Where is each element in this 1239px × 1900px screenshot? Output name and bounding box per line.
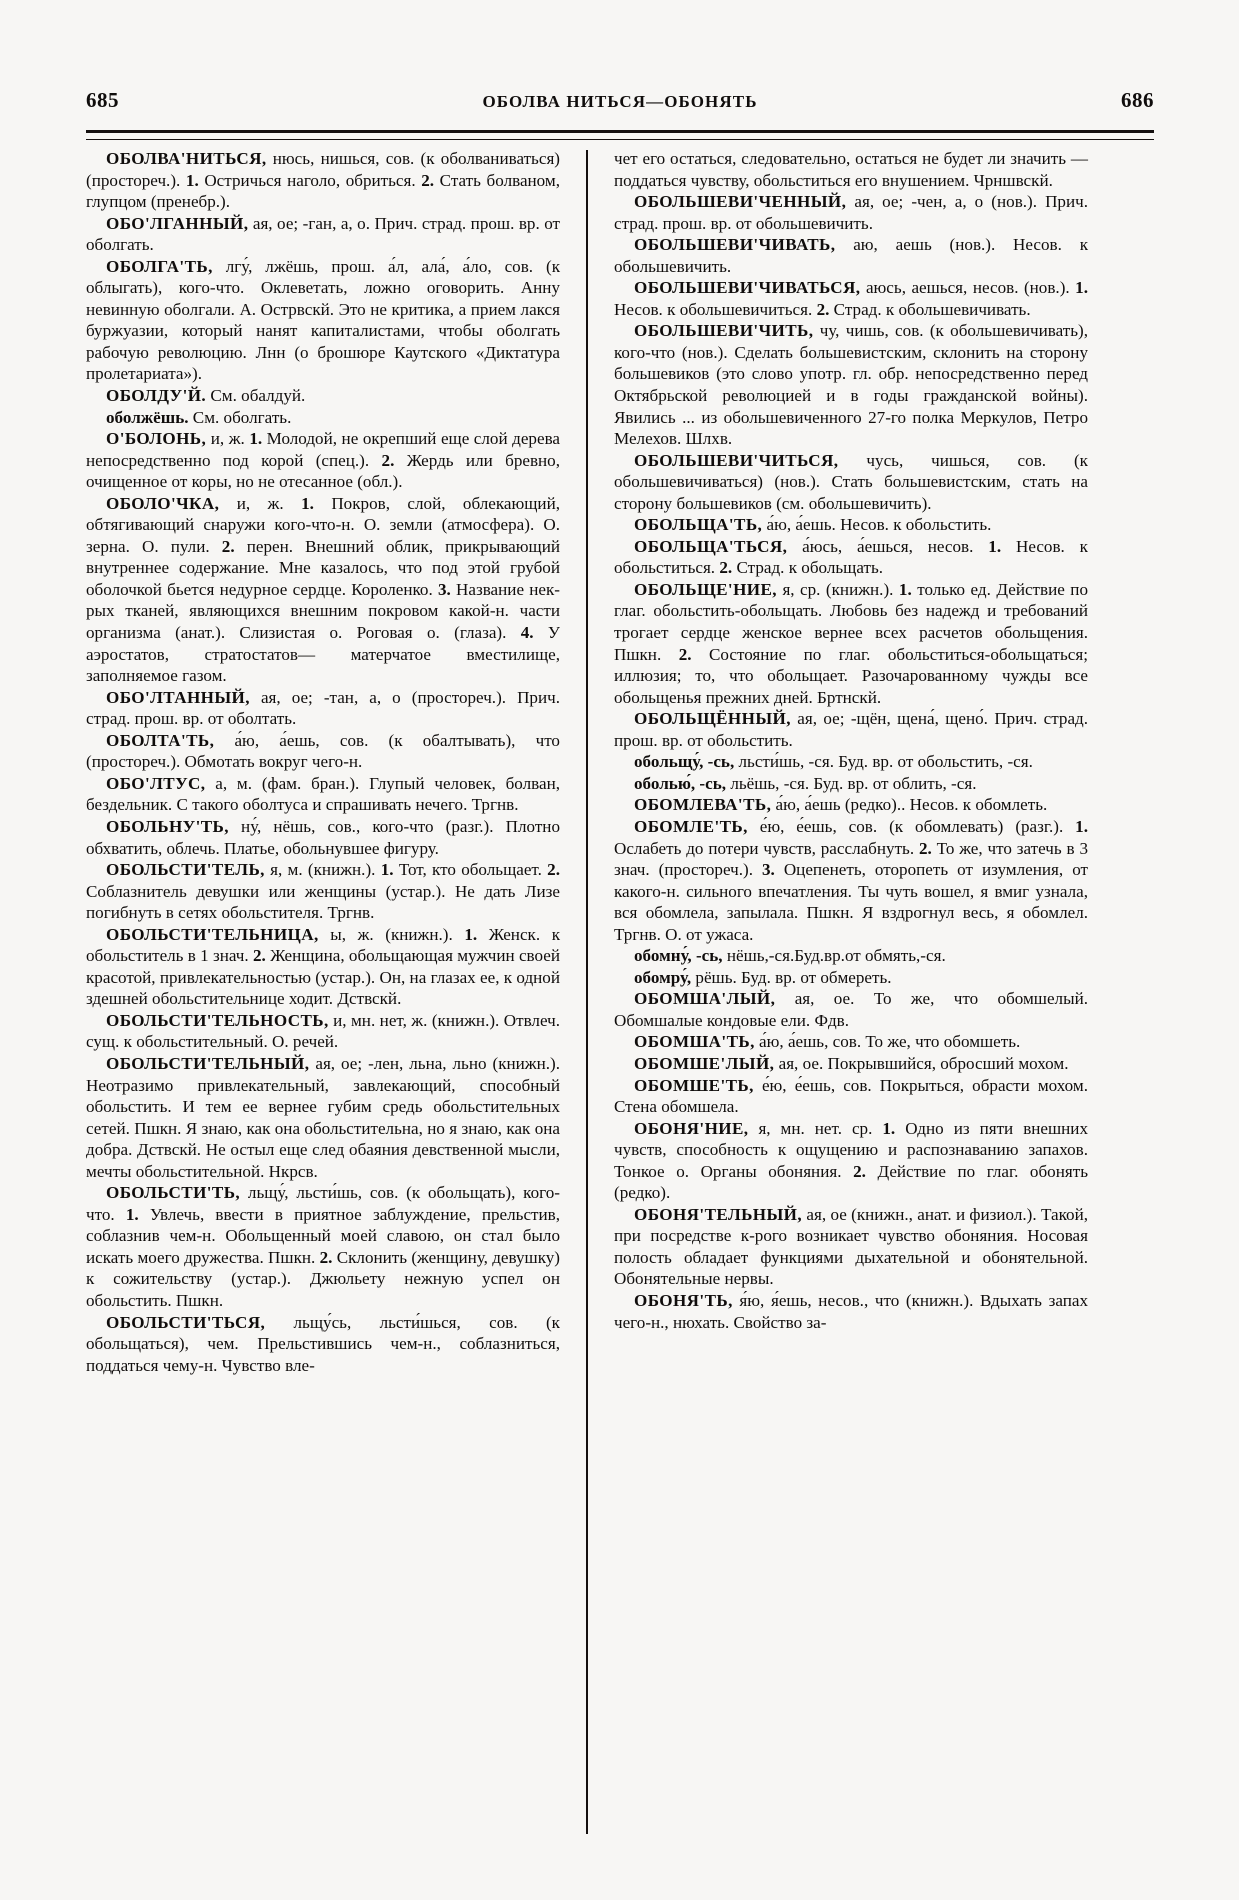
entry-headword: ОБОЛЬСТИ'ТЕЛЬ, (106, 860, 265, 880)
entry-headword: ОБОЛТА'ТЬ, (106, 730, 215, 750)
entry-definition: е́ю, е́ешь, сов. Покрыться, обрасти мохом. Стена обомшела. (614, 1075, 1088, 1117)
dictionary-entry (614, 514, 1088, 536)
dictionary-entry (614, 320, 1088, 449)
entry-definition: ы, ж. (книжн.). 1. Женск. к обольститель в 1 знач. 2. Женщина, обольщающая мужчин своей красотой, привлекательностью (устар.). Он, на глазах ее, к одной здешней обольстительнице ходит. Дствскй. (86, 924, 560, 1009)
entry-definition: нёшь,-ся.Буд.вр.от обмять,-ся. (726, 946, 946, 966)
entry-headword: ОБО'ЛГАННЫЙ, (106, 213, 249, 233)
dictionary-entry (614, 988, 1088, 1031)
entry-definition: е́ю, е́ешь, сов. (к обомлевать) (разг.). 1. Ослабеть до потери чувств, расслабнуть. 2. То же, что затечь в 3 знач. (простореч.). 3. Оцепенеть, оторопеть от изумления, от какого-н. сильного впечатления. Ты чуть вошел, я вмиг узнала, вся обомлела, запылала. Пшкн. Я вздрогнул весь, я обомлел. Тргнв. О. от ужаса. (614, 816, 1088, 944)
dictionary-entry (86, 924, 560, 1010)
entry-definition: ая, ое; -тан, а, о (простореч.). Прич. страд. прош. вр. от оболтать. (86, 687, 560, 729)
dictionary-entry (614, 1118, 1088, 1204)
entry-headword: ОБОМШЕ'ТЬ, (634, 1075, 754, 1095)
dictionary-entry (614, 1204, 1088, 1290)
dictionary-entry (614, 579, 1088, 708)
entry-headword: О'БОЛОНЬ, (106, 429, 207, 449)
dictionary-entry (614, 277, 1088, 320)
dictionary-entry (86, 407, 560, 429)
entry-headword: обомну́, -сь, (634, 946, 723, 966)
entry-definition: нюсь, нишься, сов. (к оболваниваться) (простореч.). 1. Остричься наголо, обриться. 2. Стать болваном, глупцом (пренебр.). (86, 149, 560, 212)
entry-definition: и, ж. 1. Покров, слой, облекающий, обтягивающий снаружи кого-что-н. О. земли (атмосфера). О. зерна. О. пули. 2. перен. Внешний облик, прикрывающий внутреннее содержание. Мне казалось, что под этой грубой оболочкой бьется недурное сердце. Короленко. 3. Название нек-рых тканей, являющихся внешним покровом какой-н. части организма (анат.). Слизистая о. Роговая о. (глаза). 4. У аэростатов, стратостатов— матерчатое вместилище, заполняемое газом. (86, 493, 561, 686)
entry-headword: ОБОЛЬШЕВИ'ЧИВАТЬ, (634, 235, 836, 255)
entry-definition: аюсь, аешься, несов. (нов.). 1. Несов. к обольшевичиться. 2. Страд. к обольшевичивать. (614, 278, 1088, 319)
entry-continuation (614, 148, 1088, 191)
folio-left: 685 (86, 88, 119, 112)
entry-definition: я́ю, я́ешь, несов., что (книжн.). Вдыхать запах чего-н., нюхать. Свойство за- (614, 1290, 1088, 1332)
entry-headword: ОБОЛЬСТИ'ТЕЛЬНЫЙ, (106, 1053, 310, 1073)
entry-definition: и, ж. 1. Молодой, не окрепший еще слой дерева непосредственно под корой (спец.). 2. Жердь или бревно, очищенное от коры, но не отесанное (обл.). (86, 429, 561, 492)
entry-definition: ая, ое (книжн., анат. и физиол.). Такой, при посредстве к-рого возникает чувство обоняния. Носовая полость обладает функциями дыхательной и обонятельной. Обонятельные нервы. (614, 1204, 1088, 1289)
entry-definition: а́ю, а́ешь, сов. То же, что обомшеть. (759, 1032, 1021, 1052)
entry-definition: и, мн. нет, ж. (книжн.). Отвлеч. сущ. к обольстительный. О. речей. (86, 1010, 560, 1052)
dictionary-entry (86, 1010, 560, 1053)
dictionary-entry (614, 1053, 1088, 1075)
entry-definition: лгу́, лжёшь, прош. а́л, ала́, а́ло, сов. (к облыгать), кого-что. Оклеветать, ложно оговорить. Анну невинную оболгали. А. Острвскй. Это не критика, а прием лакся буржуазии, который нанят капиталистами, чтобы оболгать рабочую революцию. Лнн (о брошюре Каутского «Диктатура пролетариата»). (86, 256, 560, 384)
entry-definition: льёшь, -ся. Буд. вр. от облить, -ся. (730, 773, 977, 793)
entry-headword: ОБОМЛЕВА'ТЬ, (634, 795, 772, 815)
entry-definition: я, м. (книжн.). 1. Тот, кто обольщает. 2. Соблазнитель девушки или женщины (устар.). Не дать Лизе погибнуть в сетях обольстителя. Тргнв. (86, 860, 560, 923)
entry-definition: ая, ое; -лен, льна, льно (книжн.). Неотразимо привлекательный, завлекающий, способный обольстить. И тем ее вернее губим средь обольстительных сетей. Пшкн. Я знаю, как она обольстительна, но я знаю, как она добра. Дствскй. Не остыл еще след обаяния девственной мысли, мечты обольстительной. Нкрсв. (86, 1053, 560, 1181)
dictionary-entry (86, 773, 560, 816)
dictionary-entry (614, 1075, 1088, 1118)
entry-headword: ОБОЛЬСТИ'ТЕЛЬНОСТЬ, (106, 1010, 329, 1030)
dictionary-entry (86, 385, 560, 407)
entry-headword: ОБОМЛЕ'ТЬ, (634, 816, 748, 836)
entry-definition: См. обалдуй. (210, 386, 306, 406)
entry-headword: ОБОЛЬЩЁННЫЙ, (634, 709, 791, 729)
running-title: ОБОЛВА НИТЬСЯ—ОБОНЯТЬ (482, 92, 758, 111)
text-columns (86, 148, 1154, 1838)
entry-definition: ая, ое; -ган, а, о. Прич. страд. прош. вр. от оболгать. (86, 213, 560, 255)
entry-headword: оболжёшь. (106, 407, 189, 427)
entry-headword: обольщу́, -сь, (634, 752, 735, 772)
entry-definition: ая, ое. То же, что обомшелый. Обомшалые кондовые ели. Фдв. (614, 989, 1088, 1030)
dictionary-entry (86, 859, 560, 924)
entry-definition: а́ю, а́ешь. Несов. к обольстить. (766, 515, 992, 535)
dictionary-entry (86, 730, 560, 773)
entry-headword: ОБОМША'ЛЫЙ, (634, 989, 776, 1009)
entry-definition: ну́, нёшь, сов., кого-что (разг.). Плотно обхватить, облечь. Платье, обольнувшее фигуру. (86, 816, 560, 858)
entry-headword: ОБОЛЬШЕВИ'ЧИВАТЬСЯ, (634, 278, 861, 298)
entry-headword: ОБОЛЬСТИ'ТЬСЯ, (106, 1312, 266, 1332)
entry-definition: льщу́, льсти́шь, сов. (к обольщать), кого-что. 1. Увлечь, ввести в приятное заблуждение, прельстив, соблазнив чем-н. Обольщенный моей славою, он стал было искать моего дружества. Пшкн. 2. Склонить (женщину, девушку) к сожительству (устар.). Джюльету нежную успел он обольстить. Пшкн. (86, 1183, 561, 1310)
dictionary-entry (86, 256, 560, 385)
entry-headword: ОБОЛВА'НИТЬСЯ, (106, 149, 267, 168)
dictionary-entry (614, 536, 1088, 579)
dictionary-entry (614, 1290, 1088, 1333)
dictionary-entry (86, 1182, 560, 1311)
entry-definition: чу, чишь, сов. (к обольшевичивать), кого-что (нов.). Сделать большевистским, склонить на сторону большевиков (это слово употр. гл. обр. непосредственно перед Октябрьской революцией и в годы гражданской войны). Явились ... из обольшевиченного 27-го полка Меркулов, Петро Мелехов. Шлхв. (614, 321, 1088, 449)
entry-headword: обомру́, (634, 967, 692, 987)
dictionary-entry (614, 450, 1088, 515)
column-left (86, 148, 586, 1838)
entry-definition: я, мн. нет. ср. 1. Одно из пяти внешних чувств, способность к ощущению и распознаванию запахов. Тонкое о. Органы обоняния. 2. Действие по глаг. обонять (редко). (614, 1118, 1089, 1203)
entry-headword: ОБОЛЬЩЕ'НИЕ, (634, 579, 777, 599)
dictionary-entry (86, 1312, 560, 1377)
running-head (86, 88, 1154, 122)
entry-headword: ОБОЛЬСТИ'ТЬ, (106, 1183, 241, 1203)
dictionary-entry (86, 148, 560, 213)
entry-headword: ОБОЛЬШЕВИ'ЧИТЬ, (634, 321, 814, 341)
dictionary-entry (86, 493, 560, 687)
entry-headword: ОБОЛЬШЕВИ'ЧИТЬСЯ, (634, 450, 839, 470)
entry-headword: ОБОЛЬЩА'ТЬСЯ, (634, 536, 788, 556)
entry-definition: а́ю, а́ешь (редко).. Несов. к обомлеть. (775, 795, 1048, 815)
entry-headword: ОБОЛЬСТИ'ТЕЛЬНИЦА, (106, 924, 319, 944)
entry-headword: ОБОЛГА'ТЬ, (106, 256, 213, 276)
entry-headword: оболью́, -сь, (634, 773, 727, 793)
entry-headword: ОБОЛО'ЧКА, (106, 493, 220, 513)
entry-headword: ОБОЛДУ'Й. (106, 386, 207, 406)
entry-headword: ОБОНЯ'ТЬ, (634, 1290, 733, 1310)
entry-definition: чет его остаться, следовательно, остаться не будет ли значить — поддаться чувству, обольститься его внушением. Чрншвскй. (614, 149, 1088, 190)
dictionary-entry (86, 428, 560, 493)
entry-definition: я, ср. (книжн.). 1. только ед. Действие по глаг. обольстить-обольщать. Любовь без надежд и требований трогает сердце женское вернее всех расчетов обольщения. Пшкн. 2. Состояние по глаг. обольститься-обольщаться; иллюзия; то, что обольщает. Разочарованному чужды все обольщенья прежних дней. Бртнскй. (614, 579, 1089, 707)
dictionary-entry (614, 191, 1088, 234)
folio-right: 686 (1121, 88, 1154, 112)
entry-definition: чусь, чишься, сов. (к обольшевичиваться) (нов.). Стать большевистским, стать на сторону большевиков (см. обольшевичить). (614, 450, 1088, 513)
dictionary-entry (86, 213, 560, 256)
dictionary-entry (86, 1053, 560, 1182)
dictionary-entry (614, 708, 1088, 751)
entry-definition: льсти́шь, -ся. Буд. вр. от обольстить, -ся. (738, 752, 1033, 772)
dictionary-entry (86, 687, 560, 730)
entry-definition: ая, ое. Покрывшийся, обросший мохом. (778, 1053, 1069, 1073)
dictionary-entry (614, 234, 1088, 277)
entry-definition: ая, ое; -чен, а, о (нов.). Прич. страд. прош. вр. от обольшевичить. (614, 192, 1088, 233)
entry-headword: ОБОНЯ'НИЕ, (634, 1118, 749, 1138)
dictionary-entry (614, 1031, 1088, 1053)
entry-definition: рёшь. Буд. вр. от обмереть. (695, 967, 892, 987)
dictionary-entry (614, 816, 1088, 945)
entry-headword: ОБОЛЬШЕВИ'ЧЕННЫЙ, (634, 192, 847, 212)
entry-headword: ОБО'ЛТУС, (106, 773, 206, 793)
entry-headword: ОБОЛЬНУ'ТЬ, (106, 816, 229, 836)
entry-definition: а́юсь, а́ешься, несов. 1. Несов. к обольститься. 2. Страд. к обольщать. (614, 536, 1088, 578)
entry-headword: ОБОМША'ТЬ, (634, 1032, 755, 1052)
entry-definition: а́ю, а́ешь, сов. (к обалтывать), что (простореч.). Обмотать вокруг чего-н. (86, 730, 560, 772)
header-rule (86, 130, 1154, 140)
entry-headword: ОБОНЯ'ТЕЛЬНЫЙ, (634, 1204, 803, 1224)
entry-definition: аю, аешь (нов.). Несов. к обольшевичить. (614, 235, 1088, 276)
entry-definition: ая, ое; -щён, щена́, щено́. Прич. страд. прош. вр. от обольстить. (614, 709, 1088, 750)
dictionary-entry (614, 945, 1088, 967)
dictionary-entry (614, 794, 1088, 816)
entry-definition: См. оболгать. (192, 407, 292, 427)
dictionary-entry (86, 816, 560, 859)
dictionary-entry (614, 751, 1088, 773)
dictionary-entry (614, 967, 1088, 989)
entry-headword: ОБО'ЛТАННЫЙ, (106, 687, 250, 707)
column-right (588, 148, 1088, 1838)
entry-headword: ОБОЛЬЩА'ТЬ, (634, 515, 763, 535)
entry-headword: ОБОМШЕ'ЛЫЙ, (634, 1053, 775, 1073)
entry-definition: а, м. (фам. бран.). Глупый человек, болван, бездельник. С такого оболтуса и спрашивать нечего. Тргнв. (86, 773, 560, 815)
dictionary-entry (614, 773, 1088, 795)
entry-definition: льщу́сь, льсти́шься, сов. (к обольщаться), чем. Прельстившись чем-н., соблазниться, поддаться чему-н. Чувство вле- (86, 1312, 560, 1375)
